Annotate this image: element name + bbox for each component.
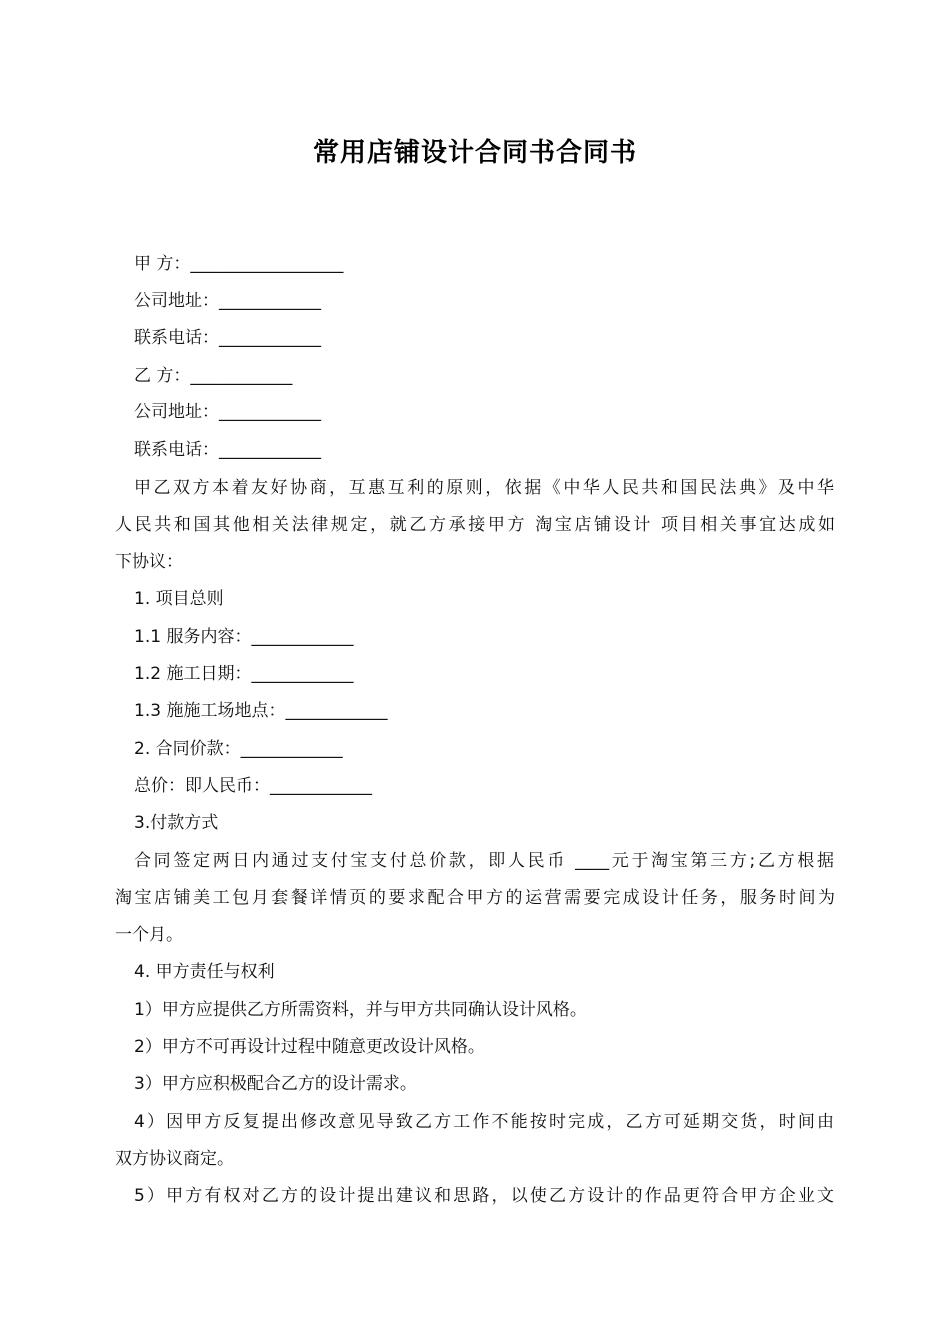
document-title: 常用店铺设计合同书合同书: [312, 138, 637, 168]
duty-item-2: 2）甲方不可再设计过程中随意更改设计风格。: [134, 1037, 485, 1057]
clause-1-1: 1.1 服务内容：____________: [134, 627, 354, 647]
preamble-line-2: 人民共和国其他相关法律规定，就乙方承接甲方 淘宝店铺设计 项目相关事宜达成如: [115, 515, 835, 535]
party-a-line: 甲 方：__________________: [134, 254, 344, 274]
payment-line-3: 一个月。: [115, 925, 183, 945]
payment-line-1: 合同签定两日内通过支付宝支付总价款，即人民币 ____元于淘宝第三方;乙方根据: [134, 851, 834, 871]
payment-line-2: 淘宝店铺美工包月套餐详情页的要求配合甲方的运营需要完成设计任务，服务时间为: [115, 888, 835, 908]
duty-item-4-line-1: 4）因甲方反复提出修改意见导致乙方工作不能按时完成，乙方可延期交货，时间由: [134, 1112, 834, 1132]
party-b-line: 乙 方：____________: [134, 366, 293, 386]
section-4-heading: 4. 甲方责任与权利: [134, 962, 275, 982]
clause-1-2: 1.2 施工日期：____________: [134, 664, 354, 684]
duty-item-4-line-2: 双方协议商定。: [115, 1149, 234, 1169]
section-2-heading: 2. 合同价款：____________: [134, 739, 343, 759]
party-a-phone-line: 联系电话：____________: [134, 328, 321, 348]
clause-1-3: 1.3 施施工场地点：____________: [134, 701, 388, 721]
duty-item-3: 3）甲方应积极配合乙方的设计需求。: [134, 1074, 417, 1094]
section-1-heading: 1. 项目总则: [134, 589, 224, 609]
preamble-line-3: 下协议：: [115, 552, 183, 572]
total-price-line: 总价：即人民币：____________: [134, 776, 372, 796]
preamble-line-1: 甲乙双方本着友好协商，互惠互利的原则，依据《中华人民共和国民法典》及中华: [134, 478, 834, 498]
party-a-address-line: 公司地址：____________: [134, 291, 321, 311]
duty-item-1: 1）甲方应提供乙方所需资料，并与甲方共同确认设计风格。: [134, 1000, 587, 1020]
party-b-address-line: 公司地址：____________: [134, 402, 321, 422]
duty-item-5-line-1: 5）甲方有权对乙方的设计提出建议和思路，以使乙方设计的作品更符合甲方企业文: [134, 1186, 834, 1206]
party-b-phone-line: 联系电话：____________: [134, 440, 321, 460]
section-3-heading: 3.付款方式: [134, 813, 219, 833]
